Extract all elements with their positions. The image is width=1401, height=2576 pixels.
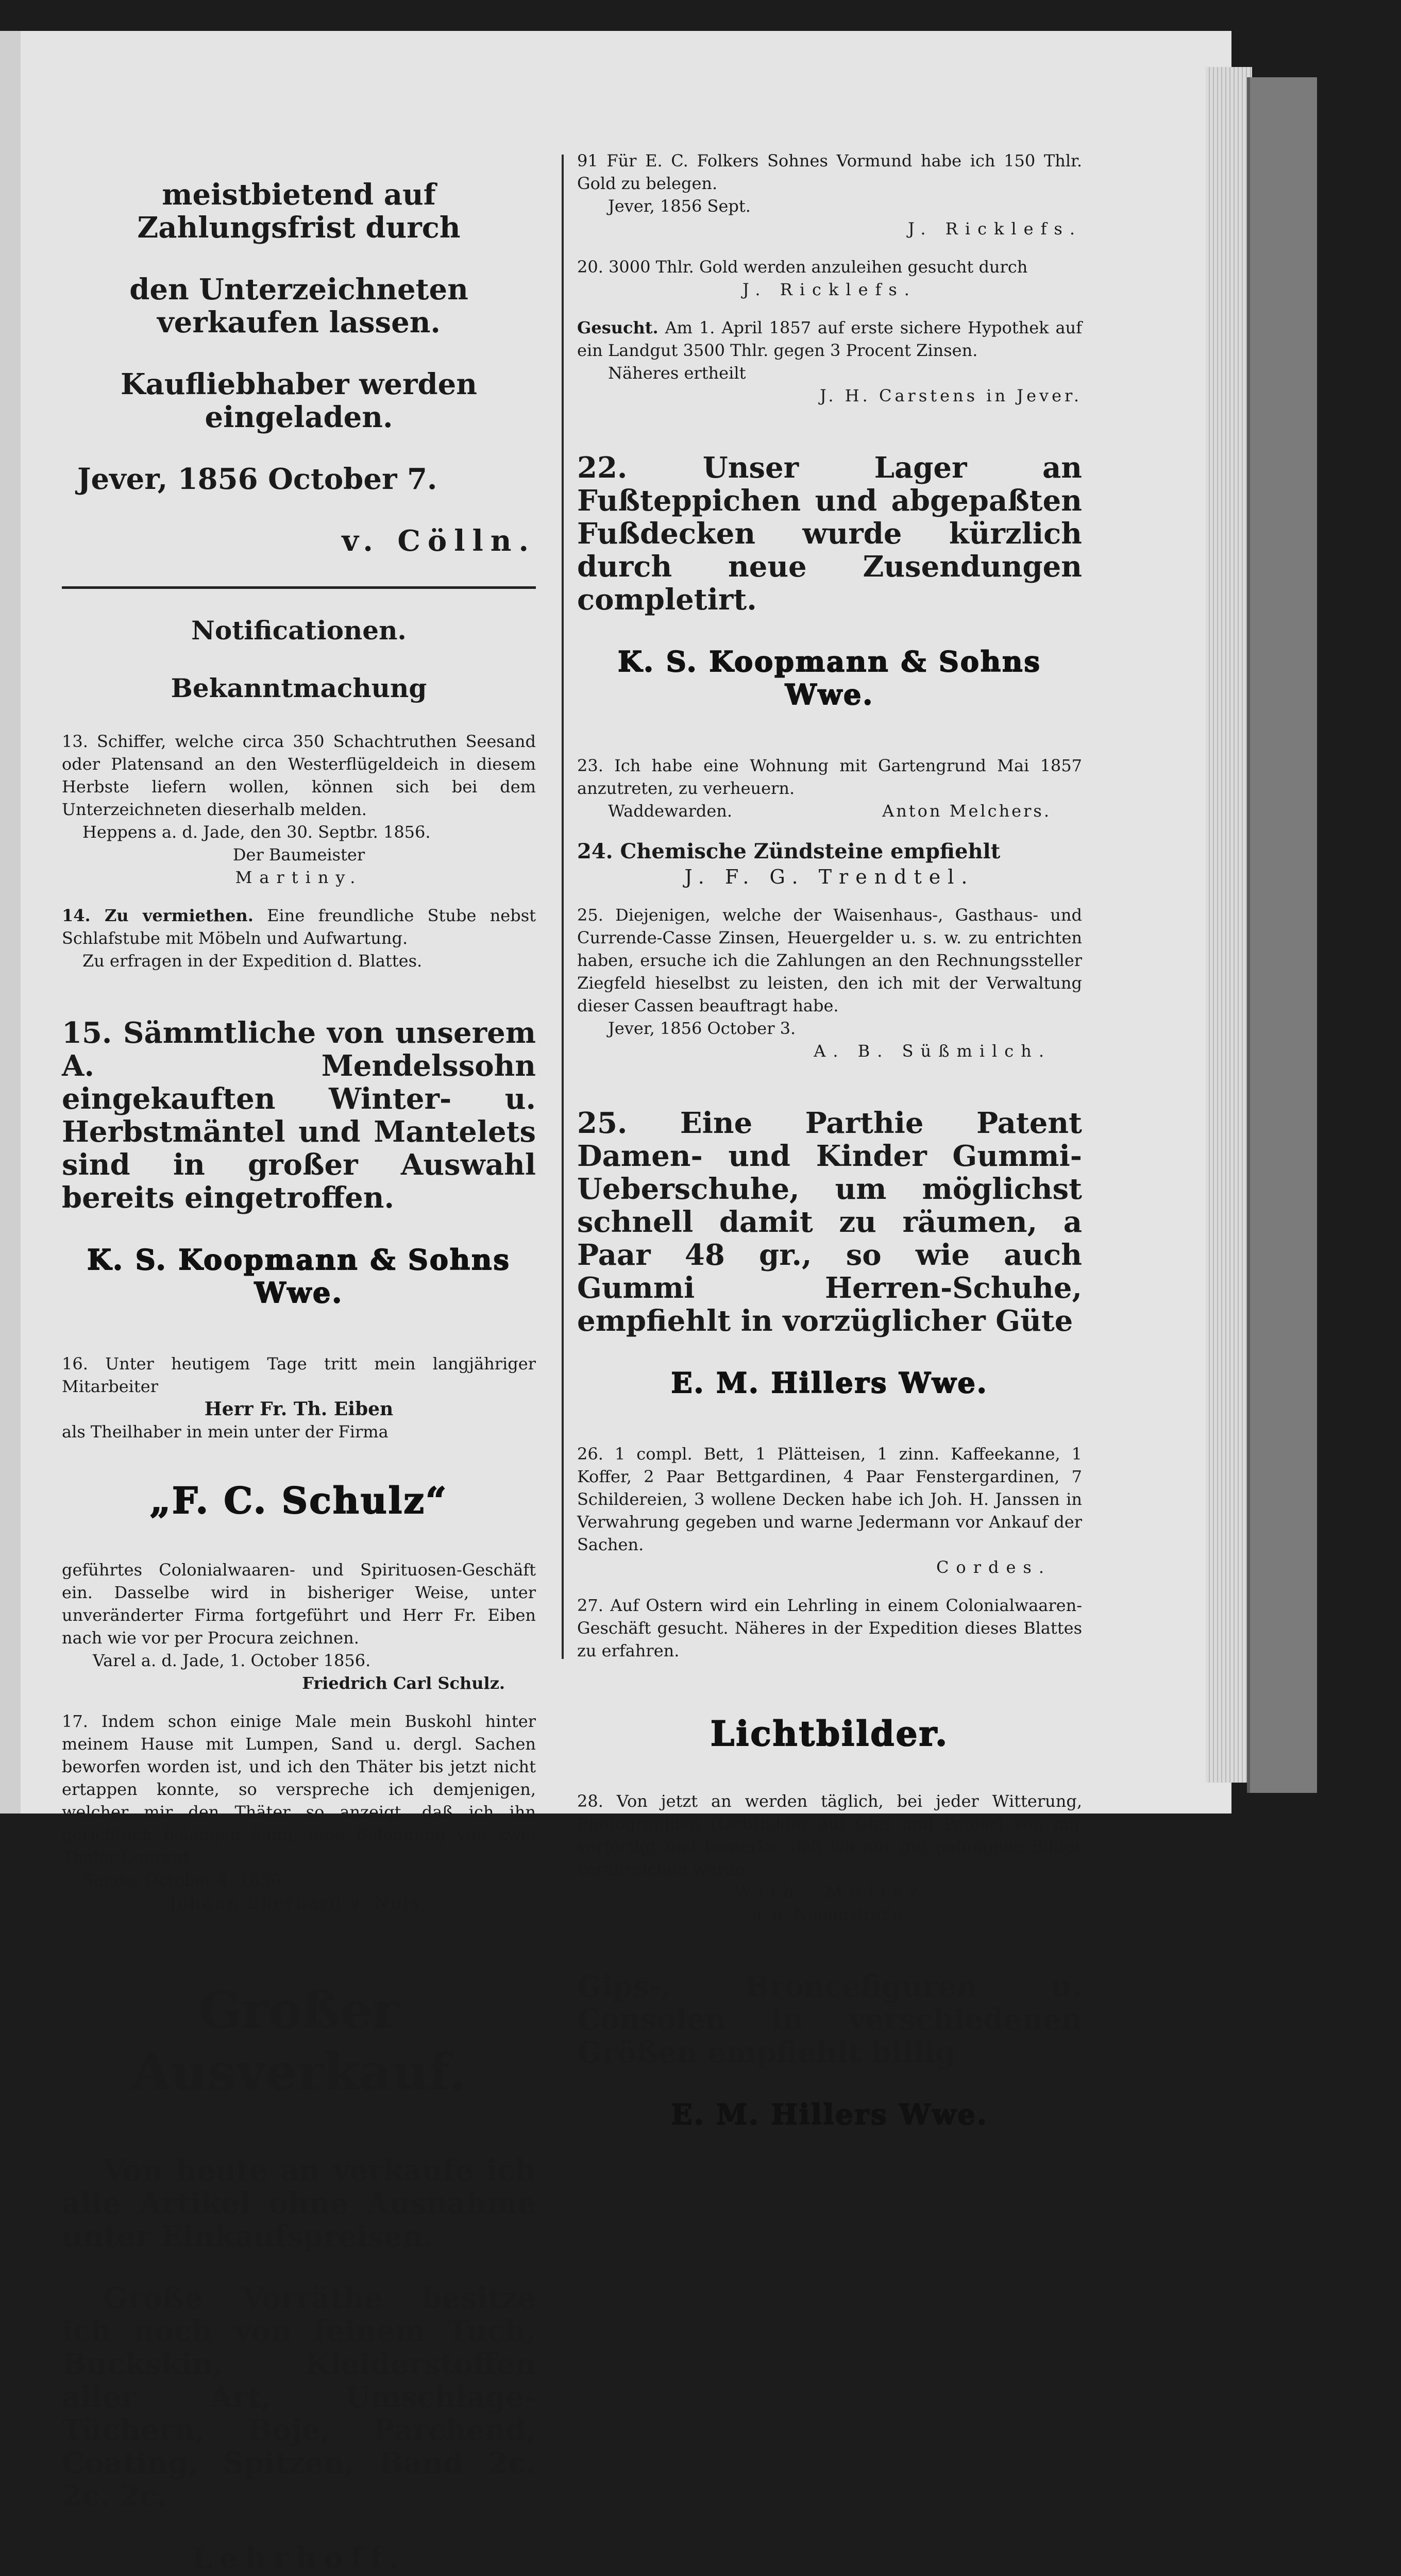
notice-text: 28. Von jetzt an werden täglich, bei jeder Witterung, Photographien (Lichtbilder auf Glas und Papier) von mir verfertigt und bemerke, daß ich nur gut gelungene Bilder verabreichen werde. [577,1791,1082,1879]
section-heading: Notificationen. [191,615,407,646]
notice-text: Eine freundliche Stube nebst Schlafstube mit Möbeln und Aufwartung. [62,906,536,948]
signature: v. Cölln. [342,524,536,558]
section-heading: Lichtbilder. [710,1714,949,1754]
notice-text: 91 Für E. C. Folkers Sohnes Vormund habe ich 150 Thlr. Gold zu belegen. [577,151,1082,193]
signature: E. M. Hillers Wwe. [671,1366,988,1399]
notice-text: 17. Indem schon einige Male mein Buskohl hinter meinem Hause mit Lumpen, Sand u. dergl. Sachen beworfen worden ist, und ich den Thäter bis jetzt nicht ertappen konnte, so verspreche ich demjenigen, welcher mir den Thäter so anzeigt, daß ich ihn gerichtlich belangen kann, eine Belohnung von zwei Thaler Courant. [62,1711,536,1867]
firm-name: „F. C. Schulz“ [149,1479,448,1522]
notice-text: 13. Schiffer, welche circa 350 Schachtruthen Seesand oder Platensand an den Westerflügeldeich in diesem Herbste liefern wollen, können sich bei dem Unterzeichneten dieserhalb melden. [62,732,536,819]
notice-text: 20. 3000 Thlr. Gold werden anzuleihen gesucht durch [577,257,1028,277]
sale-notice-line: Kaufliebhaber werden eingeladen. [120,367,478,434]
ad-text: 15. Sämmtliche von unserem A. Mendelssohn eingekauften Winter- u. Herbstmäntel und Mantelets sind in großer Auswahl bereits eingetroffen. [62,1016,536,1215]
page-edges [1206,67,1252,1783]
notice-lead: Gesucht. [577,318,659,337]
ad-text: 24. Chemische Zündsteine empfiehlt [577,839,1001,863]
notice-text: Am 1. April 1857 auf erste sichere Hypothek auf ein Landgut 3500 Thlr. gegen 3 Procent Zinsen. [577,318,1083,360]
column-divider [562,155,564,1659]
ad-text: geführtes Colonialwaaren- und Spirituosen-Geschäft ein. Dasselbe wird in bisheriger Weise, unter unveränderter Firma fortgeführt und Herr Fr. Eiben nach wie vor per Procura zeichnen. [62,1560,536,1648]
ad-text: Gips-, Broncefiguren u. Consolen in verschiedenen Größen empfiehlt billig [577,1970,1082,2070]
notice-text: 27. Auf Ostern wird ein Lehrling in einem Colonialwaaren-Geschäft gesucht. Näheres in der Expedition dieses Blattes zu erfahren. [577,1596,1082,1660]
signature: K. S. Koopmann & Sohns Wwe. [618,645,1041,711]
sale-heading: Großer Ausverkauf. [131,1981,466,2102]
dateline: Heppens a. d. Jade, den 30. Septbr. 1856. [82,822,431,842]
signature: J. H. Carstens in Jever. [820,386,1082,405]
notice-note: Zu erfragen in der Expedition d. Blattes. [82,951,423,971]
notice-note: Näheres ertheilt [608,363,746,383]
person-name: Herr Fr. Th. Eiben [204,1398,394,1420]
signature: Wilh. Müller [734,1882,925,1902]
ad-text: 25. Eine Parthie Patent Damen- und Kinder Gummi-Ueberschuhe, um möglichst schnell damit zu räumen, a Paar 48 gr., so wie auch Gummi Herren-Schuhe, empfiehlt in vorzüglicher Güte [577,1106,1082,1338]
signature: A. B. Süßmilch. [814,1041,1051,1061]
signature: Lehrhoff. [192,2541,406,2575]
notice-text: 23. Ich habe eine Wohnung mit Gartengrund Mai 1857 anzutreten, zu verheuern. [577,756,1082,798]
left-page-edge [0,31,21,1814]
dateline: Jever, 1856 October 7. [77,462,437,496]
signature: J. Ricklefs. [742,280,917,299]
section-rule [62,586,536,589]
signature: Martiny. [235,868,363,887]
dateline: Jever, 1856 Sept. [608,196,751,216]
notice-text: 25. Diejenigen, welche der Waisenhaus-, Gasthaus- und Currende-Casse Zinsen, Heuergelder u. s. w. zu entrichten haben, ersuche ich die Zahlungen an den Rechnungssteller Ziegfeld hieselbst zu leisten, den ich mit der Verwaltung dieser Cassen beauftragt habe. [577,905,1082,1015]
signature: J. F. G. Trendtel. [684,866,975,888]
dateline: Sande, October 4. 1856. [82,1870,286,1890]
dateline: Jever, 1856 October 3. [608,1019,796,1038]
signature: Cordes. [936,1557,1051,1577]
left-column [62,149,536,2576]
book-binding [1247,77,1317,1793]
ad-text: als Theilhaber in mein unter der Firma [62,1422,389,1442]
signature: K. S. Koopmann & Sohns Wwe. [87,1243,511,1309]
ad-text: Von heute an verkaufe ich alle Artikel ohne Ausnahme unter Einkaufspreisen. [62,2154,536,2253]
notice-lead: 14. Zu vermiethen. [62,906,254,925]
signature: Friedrich Carl Schulz. [302,1673,505,1693]
signature: Anton Melchers. [882,801,1051,821]
signature: E. M. Hillers Wwe. [671,2098,988,2131]
place: Waddewarden. [608,801,733,821]
role: Der Baumeister [232,845,365,865]
address: a. d. Neuenstraße. [752,1905,907,1924]
signature: J. Ricklefs. [908,219,1082,239]
dateline: Varel a. d. Jade, 1. October 1856. [93,1651,371,1670]
sale-notice-line: meistbietend auf Zahlungsfrist durch [137,178,461,245]
sale-notice-line: den Unterzeichneten verkaufen lassen. [129,273,468,340]
ad-text: Große Vorräthe besitze ich noch von feinem Tuch, Buckskin, Kleiderstoffen aller Art, Umschlage-Tüchern, Boje, Parchend, Coating, Spitzen, Band 2c. 2c. 2c. [62,2281,536,2513]
ad-text: 16. Unter heutigem Tage tritt mein langjähriger Mitarbeiter [62,1354,536,1396]
right-column [577,149,1082,2159]
notice-heading: Bekanntmachung [171,673,427,703]
notice-text: 26. 1 compl. Bett, 1 Plätteisen, 1 zinn. Kaffeekanne, 1 Koffer, 2 Paar Bettgardinen, 4 Paar Fenstergardinen, 7 Schildereien, 3 wollene Decken habe ich Joh. H. Janssen in Verwahrung gegeben und warne Jedermann vor Ankauf der Sachen. [577,1444,1082,1554]
ad-text: 22. Unser Lager an Fußteppichen und abgepaßten Fußdecken wurde kürzlich durch neue Zusendungen completirt. [577,451,1082,617]
signature: Johann Eberhard v. Nuis. [169,1893,429,1912]
